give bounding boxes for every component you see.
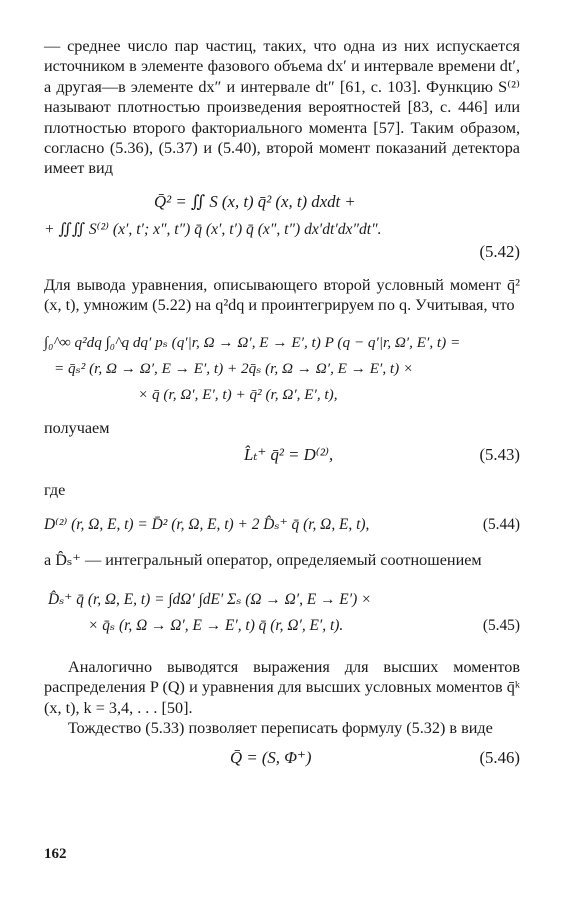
equation-number-5-45: (5.45)	[482, 616, 520, 634]
page-body	[44, 32, 520, 769]
equation-5-42	[44, 191, 520, 263]
equation-integral	[44, 330, 520, 408]
equation-5-43	[44, 444, 520, 466]
paragraph-4: где	[44, 481, 66, 500]
equation-number-5-46: (5.46)	[479, 747, 520, 767]
equation-5-46-body: Q̄ = (S, Φ⁺)	[230, 747, 312, 767]
equation-number-5-42: (5.42)	[479, 241, 520, 261]
equation-5-46	[44, 747, 520, 769]
equation-5-45-line-2: × q̄ₛ (r, Ω → Ω′, E → E′, t) q̄ (r, Ω′, E′, t).	[88, 616, 344, 634]
page-number: 162	[44, 846, 67, 862]
equation-integral-line-2: = q̄ₛ² (r, Ω → Ω′, E → E′, t) + 2q̄ₛ (r, Ω → Ω′, E → E′, t) ×	[54, 359, 414, 377]
paragraph-5: а D̂ₛ⁺ — интегральный оператор, определяемый соотношением	[44, 551, 482, 570]
equation-5-44	[44, 514, 520, 536]
equation-number-5-43: (5.43)	[479, 445, 520, 465]
equation-5-42-number-row	[44, 241, 520, 263]
equation-5-45	[44, 587, 520, 639]
paragraph-1: — среднее число пар частиц, таких, что одна из них испускается источником в элементе фазового объема dx′ и интервале времени dt′, а другая—в элементе dx″ и интервале dt″ [61, с. 103]. Функцию S⁽²⁾ называют плотностью произведения вероятностей [83, с. 446] или плотностью второго факториального момента [57]. Таким образом, согласно (5.36), (5.37) и (5.40), второй момент показаний детектора имеет вид	[44, 37, 520, 178]
equation-5-43-body: L̂ₜ⁺ q̄² = D⁽²⁾,	[244, 445, 334, 465]
paragraph-3: получаем	[44, 418, 110, 437]
paragraph-6: Аналогично выводятся выражения для высших моментов распределения P (Q) и уравнения для высших условных моментов q̄ᵏ (x, t), k = 3,4, . . . [50].	[44, 657, 520, 717]
equation-5-42-line-2: + ∬∬ S⁽²⁾ (x′, t′; x″, t″) q̄ (x′, t′) q̄ (x″, t″) dx′dt′dx″dt″.	[44, 220, 382, 238]
equation-5-42-line-1: Q̄² = ∬ S (x, t) q̄² (x, t) dxdt +	[154, 191, 356, 211]
equation-number-5-44: (5.44)	[482, 516, 520, 534]
paragraph-2: Для вывода уравнения, описывающего второй условный момент q̄² (x, t), умножим (5.22) на q²dq и проинтегрируем по q. Учитывая, что	[44, 275, 520, 315]
equation-integral-line-1: ∫₀^∞ q²dq ∫₀^q dq′ pₛ (q′|r, Ω → Ω′, E → E′, t) P (q − q′|r, Ω′, E′, t) =	[44, 333, 461, 351]
paragraph-7: Тождество (5.33) позволяет переписать формулу (5.32) в виде	[68, 719, 493, 738]
equation-5-44-body: D⁽²⁾ (r, Ω, E, t) = D̄² (r, Ω, E, t) + 2 D̂ₛ⁺ q̄ (r, Ω, E, t),	[44, 516, 370, 534]
equation-integral-line-3: × q̄ (r, Ω′, E′, t) + q̄² (r, Ω′, E′, t),	[138, 385, 338, 403]
equation-5-45-line-1: D̂ₛ⁺ q̄ (r, Ω, E, t) = ∫dΩ′ ∫dE′ Σₛ (Ω → Ω′, E → E′) ×	[48, 590, 372, 608]
